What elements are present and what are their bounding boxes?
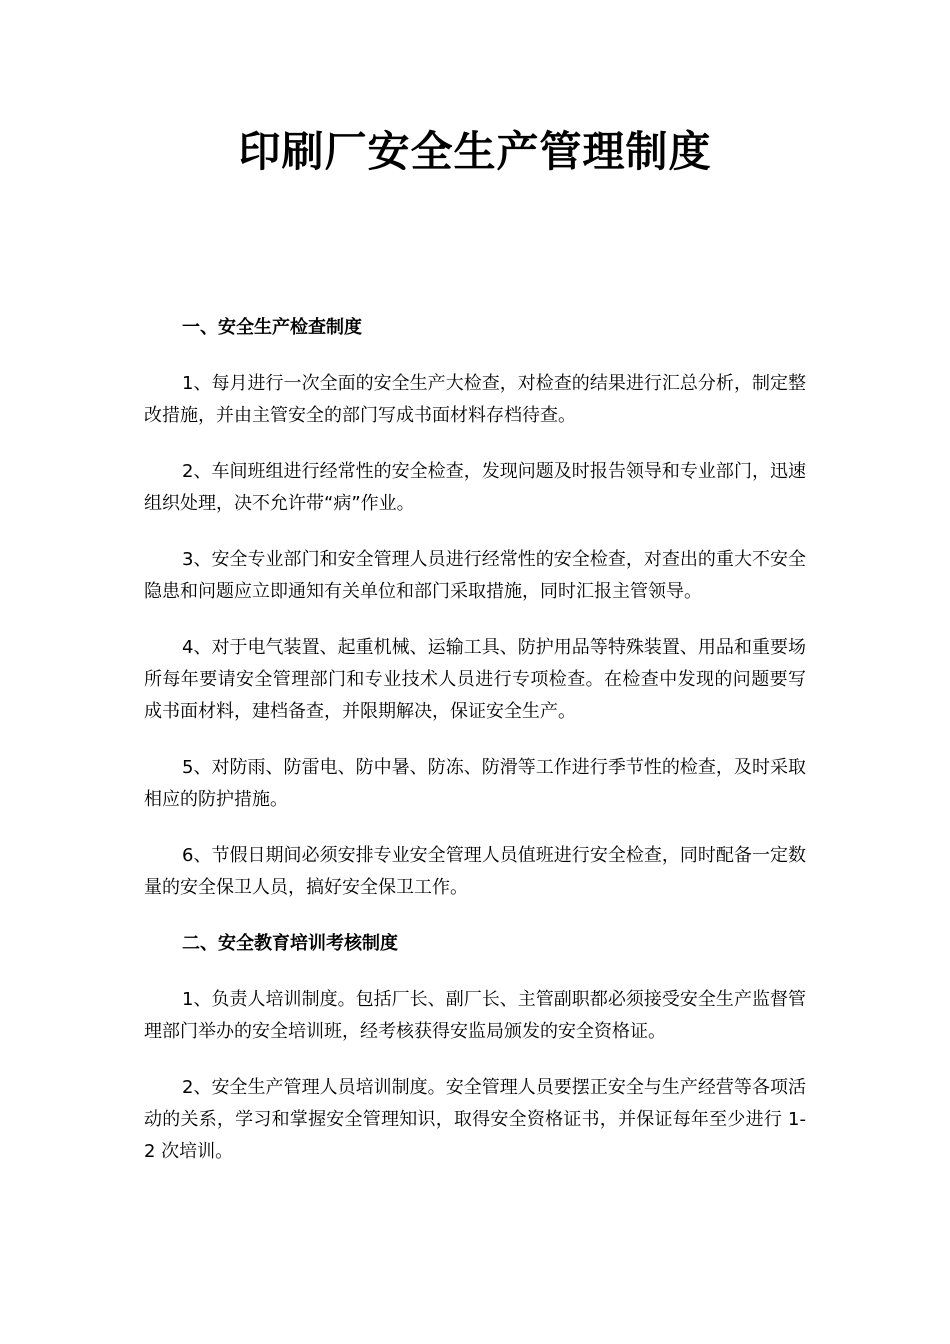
paragraph: 1、每月进行一次全面的安全生产大检查，对检查的结果进行汇总分析，制定整改措施，并由主管安全的部门写成书面材料存档待查。 bbox=[144, 373, 806, 426]
section-heading: 一、安全生产检查制度 bbox=[182, 317, 362, 338]
document-body bbox=[144, 312, 806, 1192]
paragraph: 6、节假日期间必须安排专业安全管理人员值班进行安全检查，同时配备一定数量的安全保卫人员，搞好安全保卫工作。 bbox=[144, 845, 806, 898]
section-safety-training bbox=[144, 928, 806, 1168]
paragraph: 3、安全专业部门和安全管理人员进行经常性的安全检查，对查出的重大不安全隐患和问题应立即通知有关单位和部门采取措施，同时汇报主管领导。 bbox=[144, 549, 806, 602]
paragraph: 4、对于电气装置、起重机械、运输工具、防护用品等特殊装置、用品和重要场所每年要请安全管理部门和专业技术人员进行专项检查。在检查中发现的问题要写成书面材料，建档备查，并限期解决，保证安全生产。 bbox=[144, 637, 806, 722]
paragraph: 2、安全生产管理人员培训制度。安全管理人员要摆正安全与生产经营等各项活动的关系，学习和掌握安全管理知识，取得安全资格证书，并保证每年至少进行 1-2 次培训。 bbox=[144, 1077, 806, 1162]
paragraph: 5、对防雨、防雷电、防中暑、防冻、防滑等工作进行季节性的检查，及时采取相应的防护措施。 bbox=[144, 757, 806, 810]
paragraph: 1、负责人培训制度。包括厂长、副厂长、主管副职都必须接受安全生产监督管理部门举办的安全培训班，经考核获得安监局颁发的安全资格证。 bbox=[144, 989, 806, 1042]
document-title: 印刷厂安全生产管理制度 bbox=[238, 127, 712, 176]
section-safety-inspection bbox=[144, 312, 806, 904]
paragraph: 2、车间班组进行经常性的安全检查，发现问题及时报告领导和专业部门，迅速组织处理，决不允许带“病”作业。 bbox=[144, 461, 806, 514]
section-heading: 二、安全教育培训考核制度 bbox=[182, 933, 398, 954]
